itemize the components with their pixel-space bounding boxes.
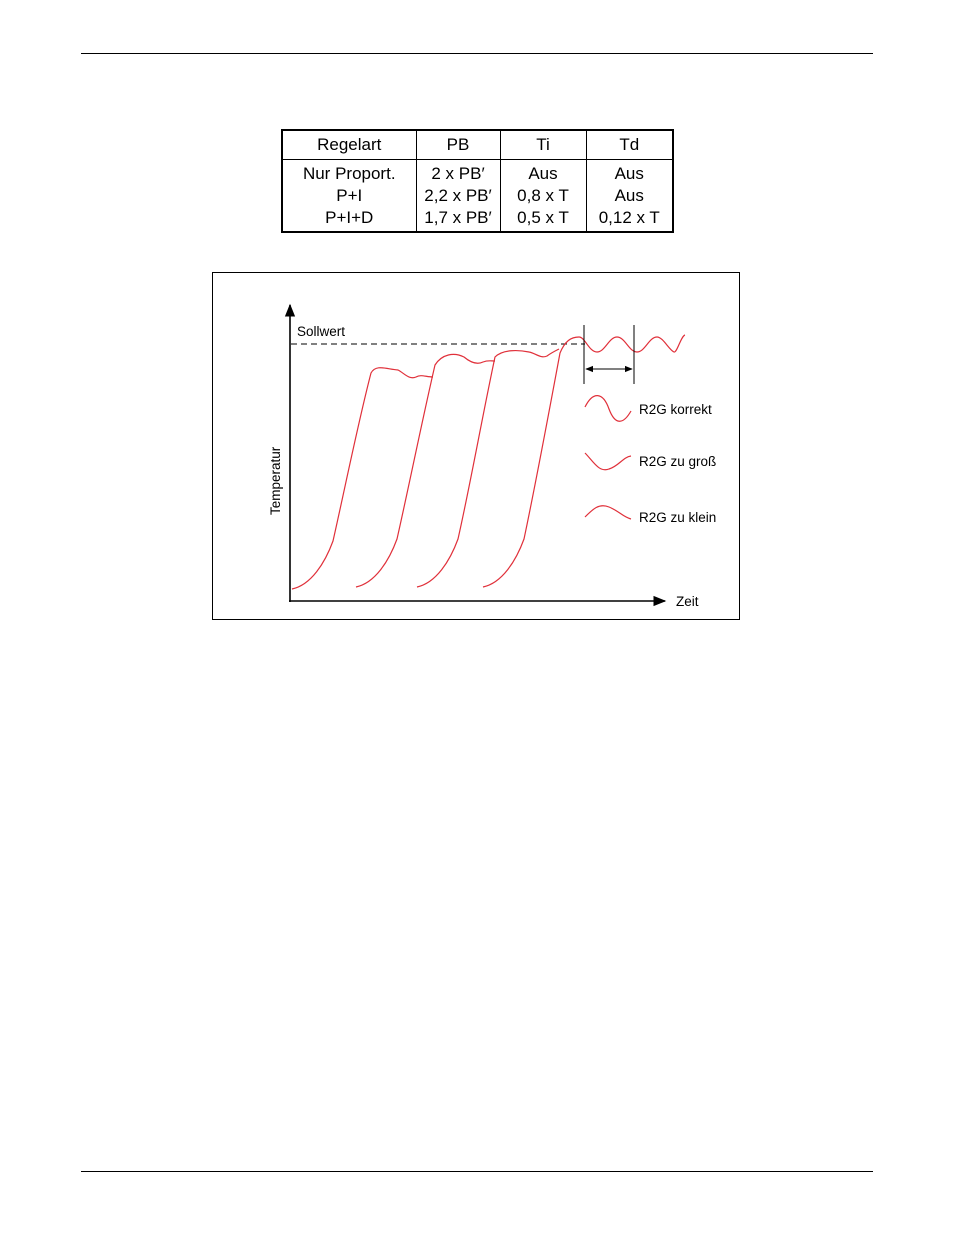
cell-regelart: P+I+D — [325, 208, 374, 227]
cell-ti: Aus — [500, 160, 586, 186]
y-axis-label: Temperatur — [268, 446, 283, 515]
footer-rule — [81, 1171, 873, 1172]
legend — [585, 396, 716, 525]
cell-regelart: Nur Proport. — [302, 164, 396, 183]
cell-ti: 0,8 x T — [500, 185, 586, 207]
setpoint-label: Sollwert — [297, 324, 346, 339]
response-curves-diagram — [213, 273, 739, 619]
cell-td: Aus — [586, 185, 673, 207]
legend-label-correct: R2G korrekt — [639, 402, 712, 417]
legend-swatch-correct — [585, 396, 631, 422]
response-curves — [292, 335, 685, 589]
cell-td: Aus — [586, 160, 673, 186]
x-axis-label: Zeit — [676, 594, 699, 609]
legend-label-too-large: R2G zu groß — [639, 454, 717, 469]
cell-regelart: P+I — [336, 186, 363, 205]
cell-ti: 0,5 x T — [500, 207, 586, 232]
tuning-parameter-table — [281, 129, 674, 233]
curve-p-plus-i — [356, 354, 495, 587]
cell-pb: 1,7 x PB′ — [416, 207, 500, 232]
table-header-row — [282, 130, 673, 160]
table-row — [282, 160, 673, 186]
cell-pb: 2 x PB′ — [416, 160, 500, 186]
table-row — [282, 185, 673, 207]
header-ti: Ti — [500, 130, 586, 160]
header-regelart: Regelart — [282, 130, 416, 160]
response-curves-figure — [212, 272, 740, 620]
header-rule — [81, 53, 873, 54]
legend-swatch-too-small — [585, 506, 631, 519]
legend-swatch-too-large — [585, 453, 631, 470]
header-pb: PB — [416, 130, 500, 160]
legend-label-too-small: R2G zu klein — [639, 510, 717, 525]
header-td: Td — [586, 130, 673, 160]
curve-proportional-only — [292, 368, 433, 589]
table-row — [282, 207, 673, 232]
cell-pb: 2,2 x PB′ — [416, 185, 500, 207]
cell-td: 0,12 x T — [586, 207, 673, 232]
